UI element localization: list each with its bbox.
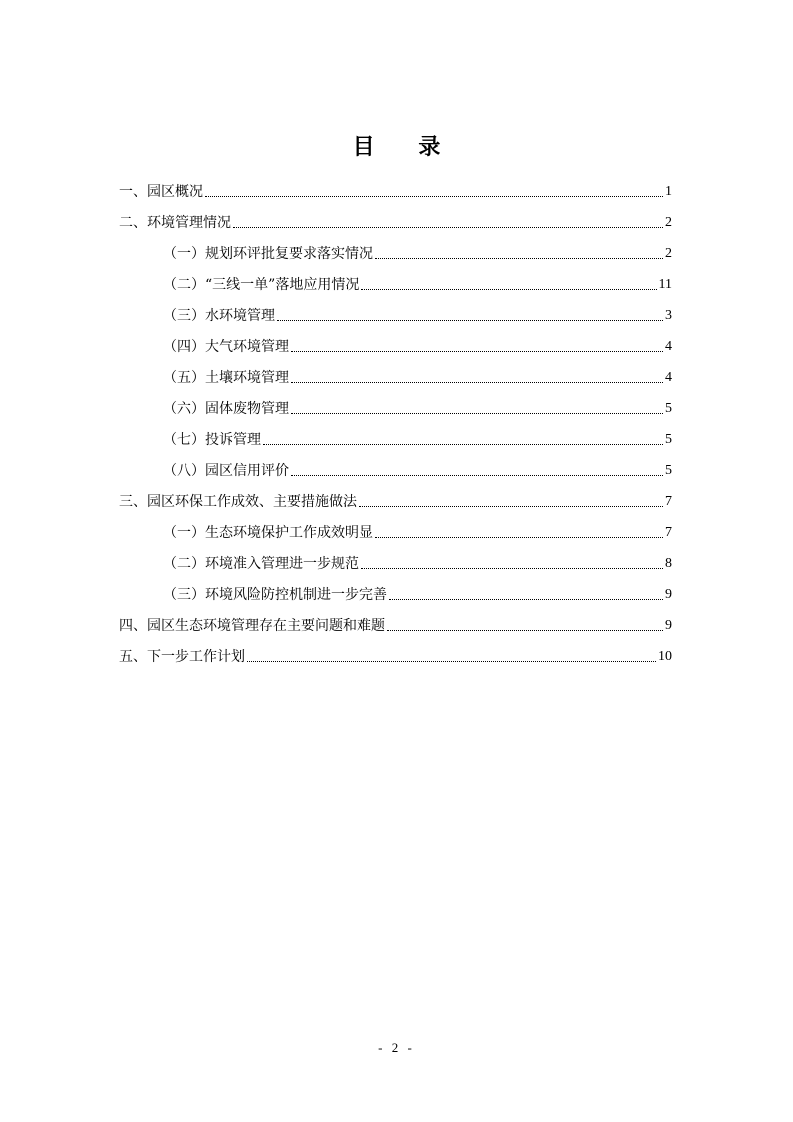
toc-leader-dots [291,382,663,383]
toc-leader-dots [263,444,663,445]
toc-entry[interactable] [119,513,672,544]
toc-entry[interactable] [119,482,672,513]
toc-leader-dots [233,227,663,228]
toc-entry-page: 7 [665,494,672,509]
table-of-contents [119,172,672,668]
toc-entry[interactable] [119,606,672,637]
toc-entry-label: （八）园区信用评价 [163,463,289,479]
toc-leader-dots [291,475,663,476]
toc-leader-dots [205,196,663,197]
toc-leader-dots [277,320,663,321]
page-number: - 2 - [378,1040,415,1055]
toc-entry-page: 8 [665,556,672,571]
toc-entry-page: 5 [665,432,672,447]
toc-leader-dots [361,289,656,290]
toc-entry-label: （六）固体废物管理 [163,401,289,417]
toc-entry-page: 4 [665,370,672,385]
toc-entry-label: 二、环境管理情况 [119,215,231,231]
toc-entry-page: 5 [665,401,672,416]
toc-leader-dots [359,506,663,507]
toc-entry-label: 一、园区概况 [119,184,203,200]
toc-entry[interactable] [119,637,672,668]
toc-entry-page: 4 [665,339,672,354]
toc-entry-page: 9 [665,587,672,602]
toc-entry-label: （五）土壤环境管理 [163,370,289,386]
toc-entry-label: （三）环境风险防控机制进一步完善 [163,587,387,603]
toc-entry[interactable] [119,265,672,296]
toc-entry-page: 5 [665,463,672,478]
toc-entry[interactable] [119,420,672,451]
toc-entry[interactable] [119,575,672,606]
toc-leader-dots [361,568,663,569]
toc-entry-page: 3 [665,308,672,323]
toc-entry-label: （七）投诉管理 [163,432,261,448]
toc-entry-label: （三）水环境管理 [163,308,275,324]
toc-entry-label: 三、园区环保工作成效、主要措施做法 [119,494,357,510]
toc-entry[interactable] [119,234,672,265]
toc-entry-page: 11 [658,277,672,292]
toc-leader-dots [247,661,656,662]
toc-entry[interactable] [119,389,672,420]
toc-entry-label: （二）环境准入管理进一步规范 [163,556,359,572]
toc-entry[interactable] [119,172,672,203]
toc-entry-label: （一）规划环评批复要求落实情况 [163,246,373,262]
toc-entry-label: 五、下一步工作计划 [119,649,245,665]
toc-leader-dots [389,599,663,600]
toc-leader-dots [375,258,663,259]
toc-entry-label: （四）大气环境管理 [163,339,289,355]
toc-entry[interactable] [119,327,672,358]
toc-entry[interactable] [119,203,672,234]
toc-entry-page: 1 [665,184,672,199]
toc-entry[interactable] [119,544,672,575]
toc-leader-dots [291,413,663,414]
toc-entry[interactable] [119,296,672,327]
toc-leader-dots [375,537,663,538]
toc-entry-label: （二）“三线一单”落地应用情况 [163,277,360,293]
toc-leader-dots [387,630,663,631]
toc-entry-label: 四、园区生态环境管理存在主要问题和难题 [119,618,385,634]
toc-leader-dots [291,351,663,352]
toc-entry-label: （一）生态环境保护工作成效明显 [163,525,373,541]
toc-entry-page: 2 [665,215,672,230]
toc-title: 目 录 [352,135,459,160]
toc-entry-page: 9 [665,618,672,633]
toc-entry[interactable] [119,451,672,482]
toc-entry-page: 10 [658,649,672,664]
toc-entry[interactable] [119,358,672,389]
toc-entry-page: 2 [665,246,672,261]
toc-entry-page: 7 [665,525,672,540]
